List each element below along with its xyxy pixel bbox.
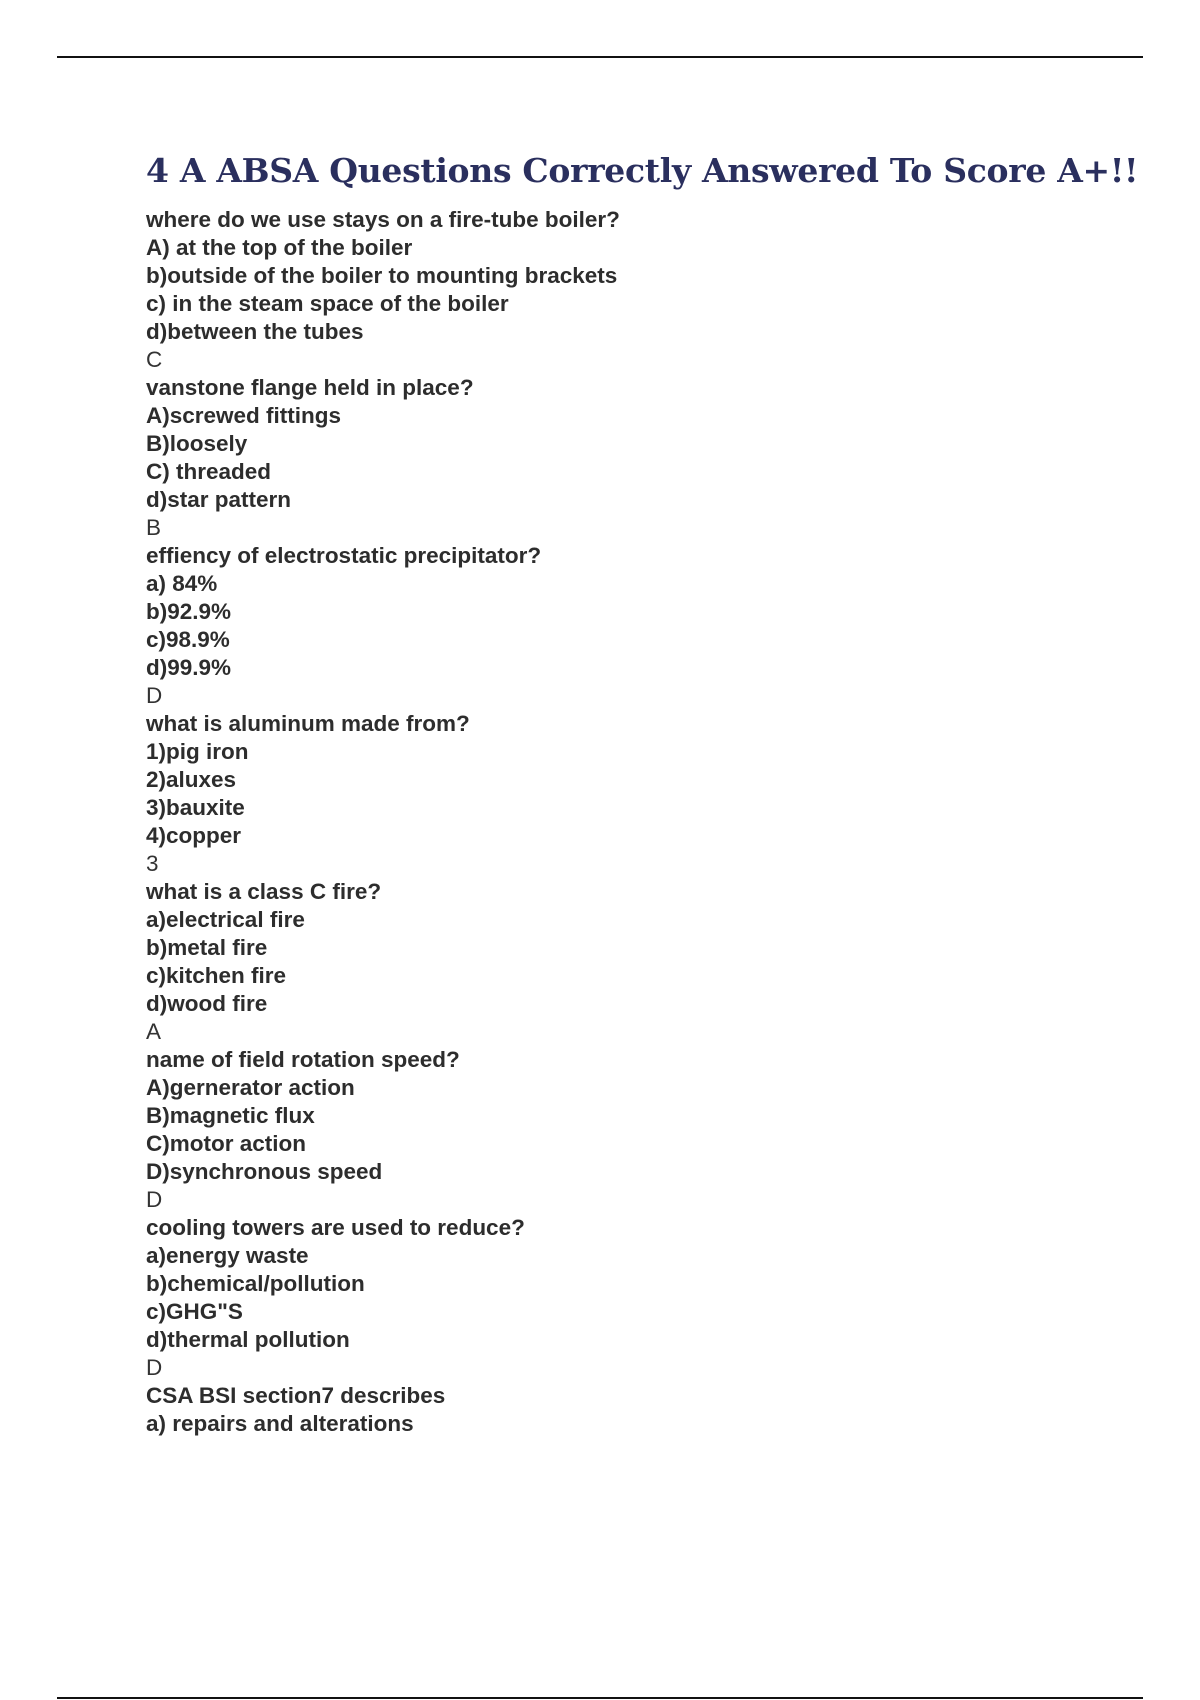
question-text: cooling towers are used to reduce? [146, 1215, 525, 1240]
answer-text: D [146, 683, 163, 708]
option-text: 1)pig iron [146, 739, 249, 764]
document-body [146, 146, 1139, 1438]
option-text: b)chemical/pollution [146, 1271, 365, 1296]
option-text: B)loosely [146, 431, 248, 456]
document-title: 4 A ABSA Questions Correctly Answered To Score A+!! [146, 151, 1139, 190]
option-text: 3)bauxite [146, 795, 245, 820]
option-text: D)synchronous speed [146, 1159, 383, 1184]
answer-text: 3 [146, 851, 159, 876]
question-text: where do we use stays on a fire-tube boiler? [146, 207, 620, 232]
answer-text: D [146, 1187, 163, 1212]
option-text: 4)copper [146, 823, 242, 848]
option-text: b)outside of the boiler to mounting brackets [146, 263, 618, 288]
option-text: b)metal fire [146, 935, 268, 960]
question-text: name of field rotation speed? [146, 1047, 460, 1072]
option-text: B)magnetic flux [146, 1103, 315, 1128]
option-text: A) at the top of the boiler [146, 235, 413, 260]
option-text: d)wood fire [146, 991, 268, 1016]
option-text: a) 84% [146, 571, 218, 596]
bottom-rule [57, 1697, 1143, 1699]
option-text: C)motor action [146, 1131, 306, 1156]
answer-text: C [146, 347, 163, 372]
option-text: A)gernerator action [146, 1075, 355, 1100]
option-text: c)kitchen fire [146, 963, 287, 988]
option-text: c)98.9% [146, 627, 230, 652]
option-text: d)thermal pollution [146, 1327, 350, 1352]
question-list [146, 206, 1106, 1438]
question-text: what is a class C fire? [146, 879, 382, 904]
option-text: c) in the steam space of the boiler [146, 291, 509, 316]
option-text: b)92.9% [146, 599, 232, 624]
option-text: a)energy waste [146, 1243, 309, 1268]
question-text: vanstone flange held in place? [146, 375, 474, 400]
answer-text: A [146, 1019, 162, 1044]
question-text: what is aluminum made from? [146, 711, 470, 736]
option-text: d)between the tubes [146, 319, 364, 344]
option-text: c)GHG"S [146, 1299, 243, 1324]
option-text: d)star pattern [146, 487, 292, 512]
option-text: A)screwed fittings [146, 403, 342, 428]
option-text: C) threaded [146, 459, 272, 484]
question-text: effiency of electrostatic precipitator? [146, 543, 542, 568]
answer-text: D [146, 1355, 163, 1380]
option-text: a)electrical fire [146, 907, 305, 932]
option-text: a) repairs and alterations [146, 1411, 414, 1436]
answer-text: B [146, 515, 162, 540]
question-text: CSA BSI section7 describes [146, 1383, 446, 1408]
option-text: d)99.9% [146, 655, 232, 680]
option-text: 2)aluxes [146, 767, 237, 792]
top-rule [57, 56, 1143, 58]
